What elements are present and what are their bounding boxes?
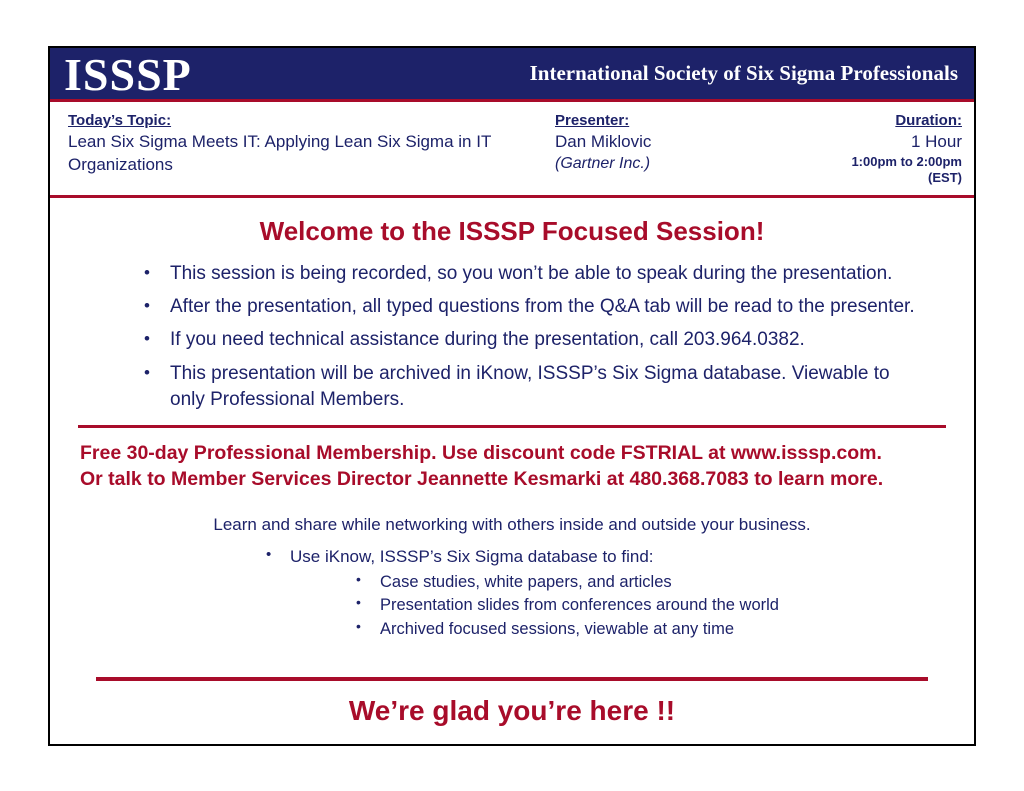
iknow-heading: • Use iKnow, ISSSP’s Six Sigma database to find: <box>50 547 974 567</box>
divider-rule-bottom <box>96 677 928 681</box>
iknow-sub-list <box>50 571 974 641</box>
duration-block <box>712 111 962 187</box>
header-band <box>50 48 974 102</box>
list-item: • After the presentation, all typed questions from the Q&A tab will be read to the presenter. <box>136 294 928 320</box>
list-item: • If you need technical assistance during the presentation, call 203.964.0382. <box>136 327 928 353</box>
slide-frame <box>48 46 976 746</box>
list-item: • Presentation slides from conferences around the world <box>350 594 974 617</box>
presenter-name: Dan Miklovic <box>555 132 652 152</box>
topic-value: Lean Six Sigma Meets IT: Applying Lean Six Sigma in IT Organizations <box>68 132 492 175</box>
membership-promo <box>50 428 974 493</box>
session-info-bar <box>50 102 974 198</box>
duration-timezone: (EST) <box>928 170 962 186</box>
duration-time-range: 1:00pm to 2:00pm <box>851 154 962 170</box>
promo-line-1: Free 30-day Professional Membership. Use discount code FSTRIAL at www.isssp.com. <box>80 442 882 465</box>
session-bullet-list <box>50 261 974 413</box>
duration-value: 1 Hour <box>910 132 962 152</box>
list-item: • Archived focused sessions, viewable at any time <box>350 618 974 641</box>
topic-label: Today’s Topic: <box>68 112 172 129</box>
networking-line: Learn and share while networking with others inside and outside your business. <box>213 514 811 534</box>
list-item: • Case studies, white papers, and articles <box>350 571 974 594</box>
isssp-logo: ISSSP <box>64 48 192 100</box>
topic-block <box>68 111 538 177</box>
presenter-company: (Gartner Inc.) <box>555 155 651 173</box>
list-item: • This session is being recorded, so you won’t be able to speak during the presentation. <box>136 261 928 287</box>
welcome-title: Welcome to the ISSSP Focused Session! <box>259 216 765 246</box>
organization-name: International Society of Six Sigma Professionals <box>529 61 958 85</box>
list-item: • This presentation will be archived in iKnow, ISSSP’s Six Sigma database. Viewable to only Professional Members. <box>136 361 928 413</box>
slide-body <box>50 216 974 727</box>
presenter-label: Presenter: <box>555 112 630 129</box>
duration-label: Duration: <box>895 112 962 129</box>
iknow-block <box>50 535 974 641</box>
promo-line-2: Or talk to Member Services Director Jeannette Kesmarki at 480.368.7083 to learn more. <box>80 468 884 491</box>
closing-message: We’re glad you’re here !! <box>348 694 676 726</box>
